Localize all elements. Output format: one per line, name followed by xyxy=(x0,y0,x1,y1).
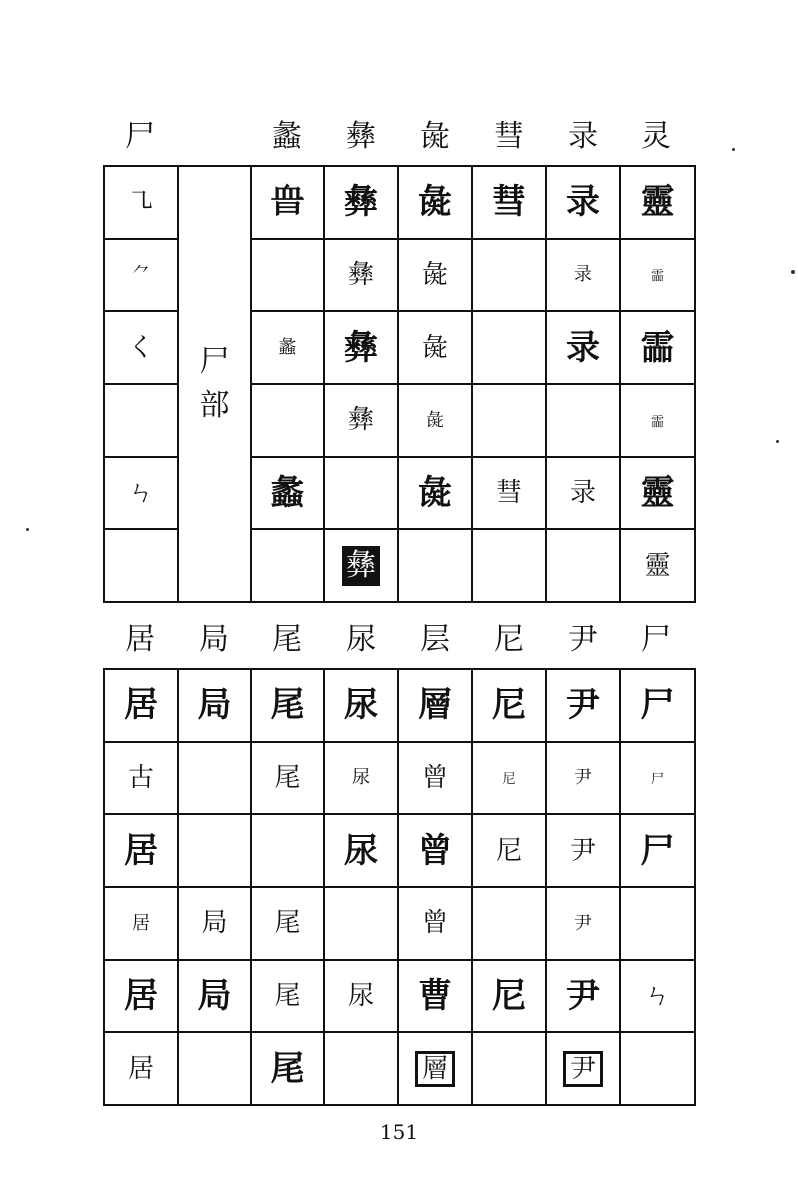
glyph: 古 xyxy=(127,762,154,793)
glyph-cell xyxy=(472,814,546,887)
empty-cell xyxy=(472,384,546,457)
glyph: 彘 xyxy=(421,259,448,290)
scan-speck xyxy=(776,440,779,443)
column-header: 尿 xyxy=(346,622,376,657)
glyph-cell xyxy=(546,1032,620,1105)
glyph-cell xyxy=(104,742,178,815)
glyph: 靈 xyxy=(640,472,675,513)
glyph: 居 xyxy=(127,1053,154,1084)
glyph: 尸 xyxy=(650,772,664,788)
glyph-cell xyxy=(398,311,472,384)
glyph-cell xyxy=(324,529,398,602)
glyph-cell xyxy=(398,669,472,742)
glyph-cell xyxy=(472,166,546,239)
glyph: 尸 xyxy=(640,830,675,871)
glyph: ㇈ xyxy=(127,187,154,218)
glyph: 录 xyxy=(569,477,596,508)
glyph-cell xyxy=(104,669,178,742)
glyph: 尹 xyxy=(566,975,600,1016)
glyph-cell xyxy=(398,887,472,960)
table-row xyxy=(104,887,695,960)
empty-cell xyxy=(398,529,472,602)
glyph: 尾 xyxy=(270,1048,305,1089)
glyph: 尼 xyxy=(492,975,526,1016)
glyph-cell xyxy=(472,960,546,1033)
empty-cell xyxy=(251,529,324,602)
glyph-cell xyxy=(620,814,695,887)
glyph: 𧖮 xyxy=(270,182,305,223)
glyph: 霝 xyxy=(650,414,664,430)
column-header: 灵 xyxy=(641,119,671,154)
glyph-cell xyxy=(251,887,324,960)
glyph-cell xyxy=(324,742,398,815)
glyph-cell xyxy=(251,457,324,530)
glyph: 居 xyxy=(124,830,158,871)
glyph-cell xyxy=(178,669,251,742)
scan-speck xyxy=(791,270,795,274)
glyph: 曹 xyxy=(418,975,452,1016)
glyph: 尹 xyxy=(574,912,592,934)
glyph: 彝 xyxy=(344,182,378,223)
column-header: 蠡 xyxy=(272,119,302,154)
seal-glyph: 彝 xyxy=(342,546,380,586)
column-header: 尼 xyxy=(494,622,524,657)
table-row xyxy=(104,1032,695,1105)
scan-speck xyxy=(732,148,735,151)
glyph: 曾 xyxy=(421,908,448,939)
glyph: 蠡 xyxy=(270,472,305,513)
empty-cell xyxy=(546,384,620,457)
glyph: ⺈ xyxy=(132,264,150,286)
glyph: 居 xyxy=(124,685,158,726)
glyph-cell xyxy=(251,960,324,1033)
glyph: く xyxy=(127,332,154,363)
glyph: 曾 xyxy=(418,830,452,871)
column-header: 录 xyxy=(568,119,598,154)
radical-label-char: 尸 xyxy=(199,343,230,379)
glyph-cell xyxy=(251,166,324,239)
glyph: 尿 xyxy=(347,980,374,1011)
glyph: 彘 xyxy=(418,182,452,223)
scan-speck xyxy=(26,528,29,531)
column-header: 尹 xyxy=(568,622,598,657)
glyph-cell xyxy=(620,960,695,1033)
glyph-cell xyxy=(251,311,324,384)
glyph: 彘 xyxy=(421,332,448,363)
glyph-cell xyxy=(546,814,620,887)
empty-cell xyxy=(178,814,251,887)
glyph: 录 xyxy=(566,182,600,223)
glyph: 录 xyxy=(566,327,600,368)
glyph: 居 xyxy=(124,975,158,1016)
glyph-cell xyxy=(472,669,546,742)
glyph-cell xyxy=(324,814,398,887)
glyph-cell xyxy=(104,239,178,312)
glyph-cell xyxy=(620,529,695,602)
glyph: 尾 xyxy=(274,980,301,1011)
empty-cell xyxy=(472,529,546,602)
empty-cell xyxy=(620,1032,695,1105)
glyph: ㄣ xyxy=(644,980,671,1011)
glyph-cell xyxy=(104,1032,178,1105)
page-number: 151 xyxy=(379,1120,419,1144)
glyph: 尿 xyxy=(352,767,370,789)
glyph-cell xyxy=(104,166,178,239)
glyph: 靈 xyxy=(644,550,671,581)
glyph-cell xyxy=(546,457,620,530)
glyph: 尾 xyxy=(270,685,305,726)
glyph-cell xyxy=(324,239,398,312)
glyph-cell xyxy=(620,742,695,815)
glyph: 尿 xyxy=(344,685,378,726)
glyph-cell xyxy=(472,742,546,815)
bottom-character-table xyxy=(103,668,696,1106)
glyph: 彝 xyxy=(347,259,374,290)
table-row xyxy=(104,742,695,815)
empty-cell xyxy=(620,887,695,960)
glyph-cell xyxy=(620,669,695,742)
glyph-cell xyxy=(546,669,620,742)
glyph-cell xyxy=(620,166,695,239)
radical-label-cell xyxy=(178,166,251,602)
glyph-cell xyxy=(620,457,695,530)
glyph-cell xyxy=(251,742,324,815)
glyph-cell xyxy=(104,887,178,960)
seal-glyph: 尹 xyxy=(563,1051,603,1087)
glyph: 霝 xyxy=(650,269,664,285)
glyph-cell xyxy=(546,742,620,815)
glyph-cell xyxy=(398,1032,472,1105)
column-header: 彘 xyxy=(420,119,450,154)
column-header: 尸 xyxy=(641,622,671,657)
empty-cell xyxy=(472,311,546,384)
glyph: 尾 xyxy=(274,908,301,939)
glyph-cell xyxy=(324,960,398,1033)
glyph: ㄣ xyxy=(127,477,154,508)
glyph-cell xyxy=(398,960,472,1033)
glyph-cell xyxy=(251,669,324,742)
glyph: 局 xyxy=(201,908,228,939)
empty-cell xyxy=(104,384,178,457)
glyph-cell xyxy=(546,887,620,960)
empty-cell xyxy=(251,814,324,887)
empty-cell xyxy=(104,529,178,602)
glyph: 靈 xyxy=(640,182,675,223)
column-header: 尾 xyxy=(272,622,302,657)
glyph: 彘 xyxy=(426,409,444,431)
glyph: 彝 xyxy=(344,327,378,368)
glyph: 霝 xyxy=(640,327,675,368)
column-header: 层 xyxy=(420,622,450,657)
column-header: 彝 xyxy=(346,119,376,154)
glyph: 尾 xyxy=(274,762,301,793)
glyph-cell xyxy=(178,887,251,960)
glyph: 居 xyxy=(132,912,150,934)
glyph-cell xyxy=(104,960,178,1033)
glyph: 尼 xyxy=(495,835,522,866)
glyph: 曾 xyxy=(421,762,448,793)
empty-cell xyxy=(324,1032,398,1105)
glyph-cell xyxy=(251,1032,324,1105)
glyph: 尹 xyxy=(566,685,600,726)
glyph: 彘 xyxy=(418,472,452,513)
glyph: 尿 xyxy=(344,830,378,871)
glyph: 局 xyxy=(197,685,232,726)
glyph-cell xyxy=(546,311,620,384)
top-character-table xyxy=(103,165,696,603)
empty-cell xyxy=(324,457,398,530)
empty-cell xyxy=(251,384,324,457)
glyph-cell xyxy=(546,960,620,1033)
table-row xyxy=(104,166,695,239)
table-row xyxy=(104,669,695,742)
empty-cell xyxy=(178,1032,251,1105)
glyph-cell xyxy=(398,742,472,815)
glyph: 彝 xyxy=(347,405,374,436)
empty-cell xyxy=(324,887,398,960)
glyph: 蠡 xyxy=(278,337,297,359)
glyph: 尸 xyxy=(640,685,675,726)
glyph-cell xyxy=(104,814,178,887)
table-row xyxy=(104,814,695,887)
empty-cell xyxy=(472,887,546,960)
seal-glyph: 層 xyxy=(415,1051,455,1087)
glyph-cell xyxy=(398,384,472,457)
glyph-cell xyxy=(398,239,472,312)
glyph-cell xyxy=(324,166,398,239)
glyph: 彗 xyxy=(495,477,522,508)
glyph-cell xyxy=(546,166,620,239)
glyph-cell xyxy=(324,311,398,384)
glyph: 尹 xyxy=(569,835,596,866)
glyph-cell xyxy=(104,457,178,530)
empty-cell xyxy=(472,239,546,312)
glyph-cell xyxy=(620,239,695,312)
radical-label-char: 部 xyxy=(199,387,230,423)
glyph: 录 xyxy=(574,264,592,286)
glyph-cell xyxy=(472,457,546,530)
glyph-cell xyxy=(398,457,472,530)
glyph-cell xyxy=(546,239,620,312)
glyph-cell xyxy=(324,669,398,742)
glyph-cell xyxy=(398,166,472,239)
glyph-cell xyxy=(620,311,695,384)
column-header: 居 xyxy=(125,622,155,657)
column-header: 彗 xyxy=(494,119,524,154)
glyph: 尼 xyxy=(502,772,516,788)
glyph: 尼 xyxy=(492,685,526,726)
glyph-cell xyxy=(324,384,398,457)
empty-cell xyxy=(546,529,620,602)
glyph-cell xyxy=(104,311,178,384)
glyph: 局 xyxy=(197,975,232,1016)
column-header: 尸 xyxy=(125,119,155,154)
glyph: 層 xyxy=(418,685,452,726)
glyph-cell xyxy=(620,384,695,457)
empty-cell xyxy=(178,742,251,815)
glyph-cell xyxy=(398,814,472,887)
empty-cell xyxy=(472,1032,546,1105)
empty-cell xyxy=(251,239,324,312)
column-header: 局 xyxy=(199,622,229,657)
glyph-cell xyxy=(178,960,251,1033)
glyph: 彗 xyxy=(492,182,526,223)
glyph: 尹 xyxy=(574,767,592,789)
table-row xyxy=(104,960,695,1033)
